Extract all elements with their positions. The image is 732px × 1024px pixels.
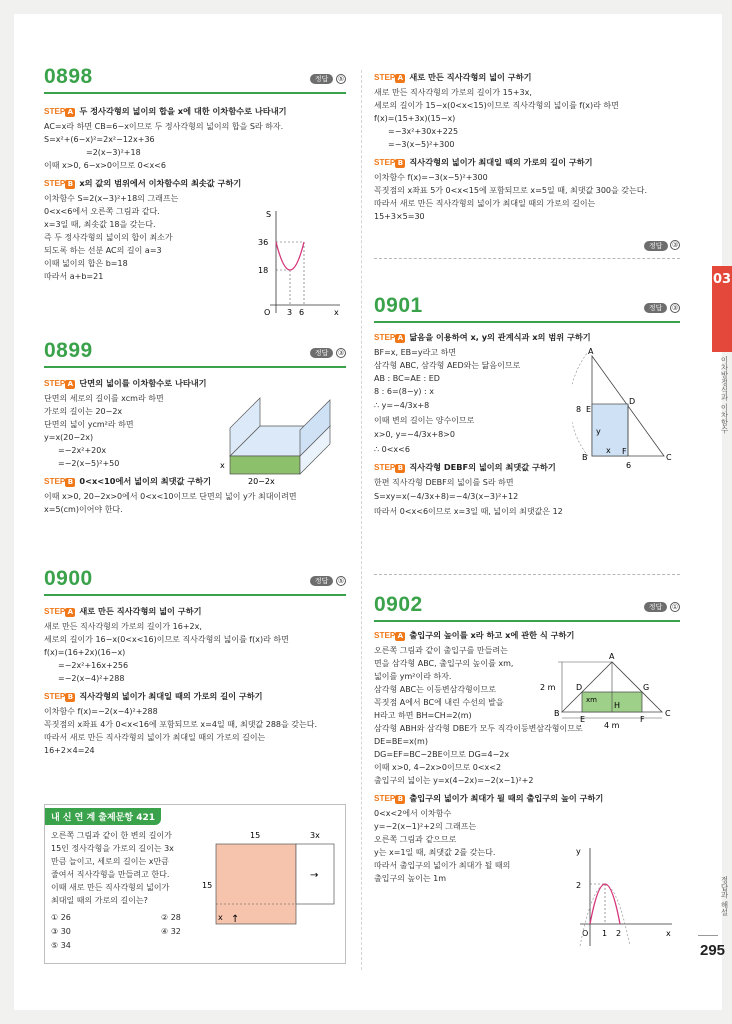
text-line: 이차함수 S=2(x−3)²+18의 그래프는 [44, 194, 179, 203]
text-line: f(x)=(16+2x)(16−x) [44, 648, 126, 657]
point-e: E [586, 405, 592, 414]
point-f: F [640, 715, 645, 724]
text-line: AC=x라 하면 CB=6−x이므로 두 정사각형의 넓이의 합을 S라 하자. [44, 122, 284, 131]
text-line: 새로 만든 직사각형의 가로의 길이가 16+2x, [44, 622, 202, 631]
square [216, 844, 296, 924]
door-figure-0902 [540, 650, 684, 732]
choice[interactable]: ③ 30 [51, 927, 71, 936]
choice[interactable]: ① 26 [51, 913, 71, 922]
text-line: 가로의 길이는 20−2x [44, 407, 123, 416]
rule [374, 620, 680, 622]
text-line: ∴ y=−4/3x+8 [374, 401, 430, 410]
text-line: 줄여서 직사각형을 만들려고 한다. [51, 870, 170, 879]
answer-tag: 정답 ③ [644, 240, 680, 251]
rule [374, 574, 680, 575]
text-line: 8 : 6=(8−y) : x [374, 387, 434, 396]
text-line: 삼각형 ABH와 삼각형 DBE가 모두 직각이등변삼각형이므로 [374, 724, 583, 733]
choice[interactable]: ② 28 [161, 913, 181, 922]
text-line: 출입구의 높이는 1m [374, 874, 447, 883]
text-line: 0<x<2에서 이차함수 [374, 809, 452, 818]
text-line: S=xy=x(−4/3x+8)=−4/3(x−3)²+12 [374, 492, 519, 501]
step-b-heading: STEP B 직사각형 DEBF의 넓이의 최댓값 구하기 [374, 462, 556, 472]
point-d: D [629, 397, 636, 406]
text-line: 단면의 세로의 길이를 xcm라 하면 [44, 394, 164, 403]
text-line: 따라서 새로 만든 직사각형의 넓이가 최대일 때의 가로의 길이는 [44, 733, 266, 742]
point-b: B [554, 709, 560, 718]
graph-0898 [252, 205, 344, 317]
problem-0901 [374, 295, 680, 319]
text-line: 새로 만든 직사각형의 가로의 길이가 15+3x, [374, 88, 532, 97]
point-b: B [582, 453, 588, 462]
text-line: 15인 정사각형을 가로의 길이는 3x [51, 844, 174, 853]
step-a-heading: STEP A 출입구의 높이를 x라 하고 x에 관한 식 구하기 [374, 630, 575, 640]
text-line: AB : BC=AE : ED [374, 374, 440, 383]
text-line: 꼭짓점의 x좌표 5가 0<x<15에 포함되므로 x=5일 때, 최댓값 300을 갖는다. [374, 186, 648, 195]
top-label: 15 [250, 831, 261, 840]
problem-number: 0899 [44, 339, 93, 362]
text-line: 이때 x>0, 6−x>0이므로 0<x<6 [44, 161, 166, 170]
step-a-heading: STEP A 새로 만든 직사각형의 넓이 구하기 [44, 606, 202, 616]
text-line: x=5(cm)이어야 한다. [44, 505, 123, 514]
text-line: 이때 새로 만든 직사각형의 넓이가 [51, 883, 170, 892]
text-line: 세로의 길이가 16−x(0<x<16)이므로 직사각형의 넓이를 f(x)라 하면 [44, 635, 289, 644]
text-line: S=x²+(6−x)²=2x²−12x+36 [44, 135, 155, 144]
text-line: 되도록 하는 선분 AC의 길이 a=3 [44, 246, 162, 255]
text-line: y=x(20−2x) [44, 433, 94, 442]
choice[interactable]: ⑤ 34 [51, 941, 71, 950]
answer-tag: 정답 ③ [644, 301, 680, 314]
y-tick: 18 [258, 266, 269, 275]
answer-tag: 정답 ① [644, 600, 680, 613]
cross-section [230, 456, 300, 474]
step-a-heading: STEP A 단면의 넓이를 이차함수로 나타내기 [44, 378, 207, 388]
text-line: DE=BE=x(m) [374, 737, 428, 746]
p0900b-body [374, 66, 680, 223]
x-tick: 2 [616, 929, 622, 938]
text-line: H라고 하면 BH=CH=2(m) [374, 711, 472, 720]
x-label: xm [586, 696, 597, 704]
x-label: x [666, 929, 671, 938]
x-label: x [218, 913, 223, 922]
problem-0902 [374, 594, 680, 618]
text-line: x>0, y=−4/3x+8>0 [374, 430, 455, 439]
arc [572, 352, 588, 456]
problem-number: 0900 [44, 567, 93, 590]
p0900-body [44, 600, 346, 757]
step-a-heading: STEP A 두 정사각형의 넓이의 합을 x에 대한 이차함수로 나타내기 [44, 106, 287, 116]
step-b-heading: STEP B x의 값의 범위에서 이차함수의 최솟값 구하기 [44, 178, 242, 188]
text-line: 면을 삼각형 ABC, 출입구의 높이를 xm, [374, 659, 514, 668]
point-c: C [666, 453, 672, 462]
point-c: C [665, 709, 671, 718]
point-d: D [576, 683, 583, 692]
point-a: A [588, 347, 594, 356]
rule [44, 594, 346, 596]
x-tick: 6 [299, 308, 305, 317]
text-line: 오른쪽 그림과 같이 출입구를 만들려는 [374, 646, 508, 655]
text-line: 출입구의 넓이는 y=x(4−2x)=−2(x−1)²+2 [374, 776, 534, 785]
page-number-rule [698, 935, 718, 936]
problem-number: 0901 [374, 294, 423, 317]
problem-number: 0898 [44, 65, 93, 88]
text-line: 오른쪽 그림과 같으므로 [374, 835, 457, 844]
chapter-tab: 03 [712, 266, 732, 352]
text-line: =−2(x−5)²+50 [58, 459, 120, 468]
height-label: 2 m [540, 683, 556, 692]
x-label: x [334, 308, 339, 317]
x-tick: 1 [602, 929, 608, 938]
answer-tag: 정답 ⑤ [310, 574, 346, 587]
text-line: f(x)=(15+3x)(15−x) [374, 114, 456, 123]
origin: O [264, 308, 271, 317]
text-line: x=3일 때, 최솟값 18을 갖는다. [44, 220, 156, 229]
text-line: =2(x−3)²+18 [86, 148, 141, 157]
text-line: 즉 두 정사각형의 넓이의 합이 최소가 [44, 233, 173, 242]
answer-tag: 정답 ③ [310, 346, 346, 359]
text-line: 이차함수 f(x)=−3(x−5)²+300 [374, 173, 488, 182]
point-h: H [614, 701, 621, 710]
answers-label: 정답과 해설 [720, 876, 729, 916]
page-number: 295 [700, 942, 726, 959]
parabola [276, 242, 304, 270]
text-line: 0<x<6에서 오른쪽 그림과 같다. [44, 207, 160, 216]
text-line: =−2(x−4)²+288 [58, 674, 125, 683]
text-line: 이차함수 f(x)=−2(x−4)²+288 [44, 707, 158, 716]
text-line: 15+3×5=30 [374, 212, 425, 221]
point-e: E [580, 715, 586, 724]
triangle-figure-0901 [572, 346, 684, 472]
y-label: S [266, 210, 272, 219]
text-line: 단면의 넓이 ycm²라 하면 [44, 420, 134, 429]
text-line: 따라서 출입구의 넓이가 최대가 될 때의 [374, 861, 511, 870]
text-line: =−3x²+30x+225 [388, 127, 459, 136]
text-line: =−2x²+20x [58, 446, 107, 455]
text-line: 오른쪽 그림과 같이 한 변의 길이가 [51, 831, 172, 840]
choice[interactable]: ④ 32 [161, 927, 181, 936]
step-a-heading: STEP A 닮음을 이용하여 x, y의 관계식과 x의 범위 구하기 [374, 332, 591, 342]
side-label: x [220, 461, 225, 470]
point-g: G [643, 683, 650, 692]
text-line: DG=EF=BC−2BE이므로 DG=4−2x [374, 750, 510, 759]
point-f: F [622, 447, 627, 456]
text-line: =−3(x−5)²+300 [388, 140, 455, 149]
problem-0900 [44, 568, 346, 592]
rule [374, 321, 680, 323]
text-line: 삼각형 ABC는 이등변삼각형이므로 [374, 685, 496, 694]
text-line: 이때 x>0, 4−2x>0이므로 0<x<2 [374, 763, 502, 772]
text-line: 따라서 0<x<6이므로 x=3일 때, 넓이의 최댓값은 12 [374, 507, 563, 516]
text-line: 세로의 길이가 15−x(0<x<15)이므로 직사각형의 넓이를 f(x)라 하면 [374, 101, 619, 110]
origin: O [582, 929, 589, 938]
point-a: A [609, 652, 615, 661]
step-b-heading: STEP B 0<x<10에서 넓이의 최댓값 구하기 [44, 476, 212, 486]
x-tick: 3 [287, 308, 293, 317]
text-line: 따라서 새로 만든 직사각형의 넓이가 최대일 때의 가로의 길이는 [374, 199, 596, 208]
text-line: 최대일 때의 가로의 길이는? [51, 896, 148, 905]
y-tick: 36 [258, 238, 269, 247]
right-arrow-icon: → [310, 870, 319, 881]
step-b-heading: STEP B 출입구의 넓이가 최대가 될 때의 출입구의 높이 구하기 [374, 793, 604, 803]
gutter-figure [218, 392, 344, 488]
problem-0899 [44, 340, 346, 364]
text-line: 넓이를 ym²이라 하자. [374, 672, 452, 681]
step-b-heading: STEP B 직사각형의 넓이가 최대일 때의 가로의 길이 구하기 [374, 157, 593, 167]
text-line: 만큼 늘이고, 세로의 길이는 x만큼 [51, 857, 169, 866]
side-6: 6 [626, 461, 632, 470]
up-arrow-icon: ↑ [231, 914, 240, 925]
text-line: 이때 x>0, 20−2x>0에서 0<x<10이므로 단면의 넓이 y가 최대이려면 [44, 492, 297, 501]
step-b-heading: STEP B 직사각형의 넓이가 최대일 때의 가로의 길이 구하기 [44, 691, 263, 701]
text-line: 이때 넓이의 합은 b=18 [44, 259, 128, 268]
y-label: y [576, 847, 581, 856]
chapter-title: 이차방정식과 이차함수 [720, 356, 729, 434]
problem-0898 [44, 66, 346, 90]
step-a-heading: STEP A 새로 만든 직사각형의 넓이 구하기 [374, 72, 532, 82]
y-tick: 2 [576, 881, 582, 890]
rule [44, 366, 346, 368]
square-figure [198, 826, 344, 928]
text-line: 꼭짓점 A에서 BC에 내린 수선의 발을 [374, 698, 504, 707]
text-line: 16+2×4=24 [44, 746, 95, 755]
text-line: BF=x, EB=y라고 하면 [374, 348, 457, 357]
text-line: 삼각형 ABC, 삼각형 AED와는 닮음이므로 [374, 361, 521, 370]
right-label: 3x [310, 831, 320, 840]
text-line: =−2x²+16x+256 [58, 661, 129, 670]
x-label: x [606, 446, 611, 455]
text-line: ∴ 0<x<6 [374, 445, 410, 454]
base-label: 4 m [604, 721, 620, 730]
box-header: 내 신 연 계 출제문항 421 [45, 808, 161, 825]
text-line: y=−2(x−1)²+2의 그래프는 [374, 822, 477, 831]
text-line: 한편 직사각형 DEBF의 넓이를 S라 하면 [374, 478, 514, 487]
side-8: 8 [576, 405, 582, 414]
text-line: 이때 변의 길이는 양수이므로 [374, 416, 475, 425]
answer-tag: 정답 ⑤ [310, 72, 346, 85]
left-label: 15 [202, 881, 213, 890]
graph-0902 [572, 842, 676, 948]
text-line: 꼭짓점의 x좌표 4가 0<x<16에 포함되므로 x=4일 때, 최댓값 288을 갖는다. [44, 720, 318, 729]
problem-number: 0902 [374, 593, 423, 616]
rule [374, 258, 680, 259]
text-line: y는 x=1일 때, 최댓값 2를 갖는다. [374, 848, 496, 857]
base-label: 20−2x [248, 477, 275, 486]
rule [44, 92, 346, 94]
column-divider [361, 70, 362, 970]
y-label: y [596, 427, 601, 436]
text-line: 따라서 a+b=21 [44, 272, 104, 281]
